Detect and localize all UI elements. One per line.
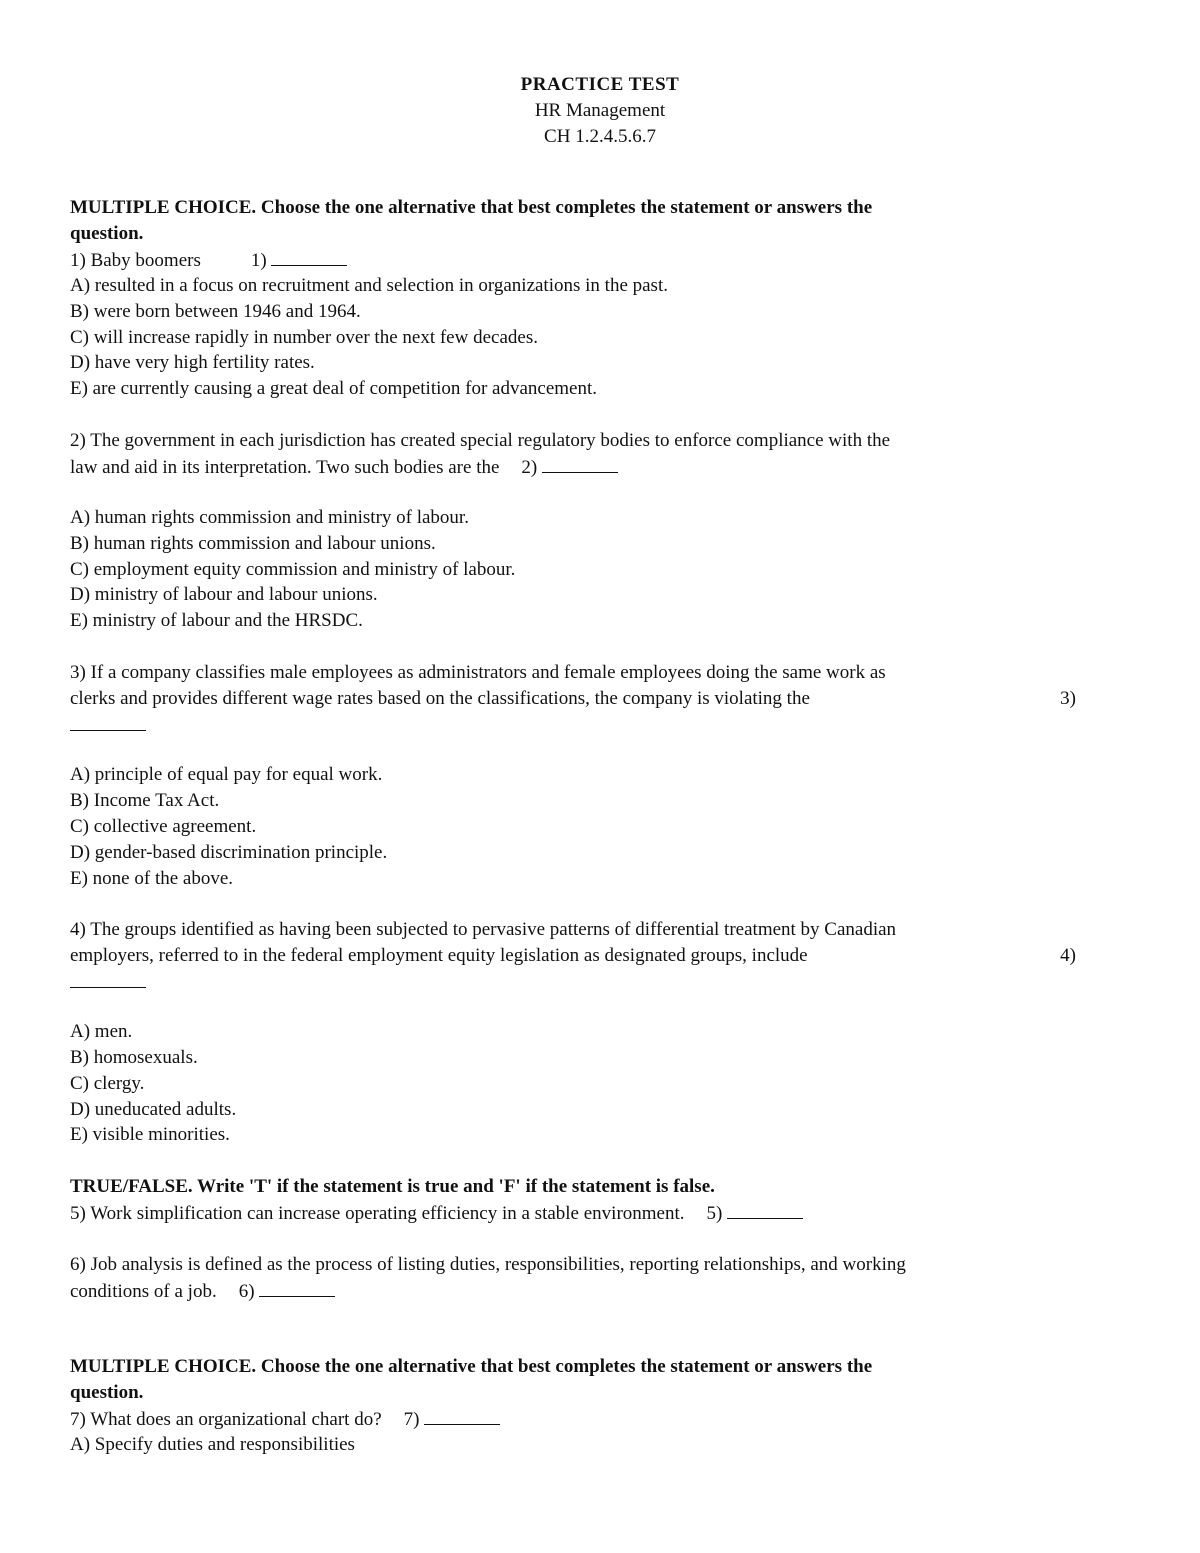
answer-blank[interactable] — [542, 454, 618, 473]
option-a: A) human rights commission and ministry of labour. — [70, 507, 469, 528]
option-c: C) collective agreement. — [70, 816, 257, 837]
answer-number: 6) — [238, 1281, 255, 1302]
mc-instruction: MULTIPLE CHOICE. Choose the one alternative that best completes the statement or answers the — [70, 197, 873, 218]
question-stem: 5) Work simplification can increase operating efficiency in a stable environment. — [70, 1203, 685, 1224]
question-3-cont: clerks and provides different wage rates based on the classifications, the company is violating the — [70, 688, 810, 709]
question-6-cont — [70, 1278, 335, 1305]
answer-blank[interactable] — [727, 1200, 803, 1219]
option-e: E) visible minorities. — [70, 1124, 230, 1145]
option-b: B) homosexuals. — [70, 1047, 198, 1068]
option-c: C) clergy. — [70, 1073, 145, 1094]
chapter-list: CH 1.2.4.5.6.7 — [544, 126, 656, 147]
option-c: C) employment equity commission and ministry of labour. — [70, 559, 516, 580]
question-7 — [70, 1406, 500, 1433]
question-stem: 7) What does an organizational chart do? — [70, 1409, 382, 1430]
mc-instruction: MULTIPLE CHOICE. Choose the one alternative that best completes the statement or answers the — [70, 1356, 873, 1377]
answer-blank[interactable] — [70, 969, 146, 988]
question-6: 6) Job analysis is defined as the process of listing duties, responsibilities, reporting relationships, and working — [70, 1254, 906, 1275]
answer-number: 1) — [250, 250, 267, 271]
option-b: B) human rights commission and labour unions. — [70, 533, 436, 554]
question-1 — [70, 247, 347, 274]
option-b: B) were born between 1946 and 1964. — [70, 301, 361, 322]
answer-blank[interactable] — [259, 1278, 335, 1297]
option-e: E) none of the above. — [70, 868, 234, 889]
question-4: 4) The groups identified as having been subjected to pervasive patterns of differential treatment by Canadian — [70, 919, 897, 940]
question-stem: conditions of a job. — [70, 1281, 217, 1302]
question-4-cont: employers, referred to in the federal employment equity legislation as designated groups, include — [70, 945, 808, 966]
tf-instruction: TRUE/FALSE. Write 'T' if the statement is true and 'F' if the statement is false. — [70, 1176, 715, 1197]
option-c: C) will increase rapidly in number over the next few decades. — [70, 327, 538, 348]
answer-number: 2) — [521, 457, 538, 478]
answer-blank[interactable] — [424, 1406, 500, 1425]
option-e: E) are currently causing a great deal of competition for advancement. — [70, 378, 598, 399]
answer-number: 3) — [1060, 688, 1076, 709]
option-d: D) have very high fertility rates. — [70, 352, 315, 373]
answer-line — [70, 969, 146, 996]
option-d: D) ministry of labour and labour unions. — [70, 584, 378, 605]
option-d: D) uneducated adults. — [70, 1099, 237, 1120]
mc-instruction-cont: question. — [70, 223, 144, 244]
answer-blank[interactable] — [70, 712, 146, 731]
answer-blank[interactable] — [271, 247, 347, 266]
question-5 — [70, 1200, 803, 1227]
option-a: A) men. — [70, 1021, 133, 1042]
mc-instruction-cont: question. — [70, 1382, 144, 1403]
option-b: B) Income Tax Act. — [70, 790, 220, 811]
option-e: E) ministry of labour and the HRSDC. — [70, 610, 363, 631]
question-stem: law and aid in its interpretation. Two such bodies are the — [70, 457, 500, 478]
option-d: D) gender-based discrimination principle. — [70, 842, 388, 863]
answer-line — [70, 712, 146, 739]
option-a: A) resulted in a focus on recruitment and selection in organizations in the past. — [70, 275, 668, 296]
answer-number: 5) — [706, 1203, 723, 1224]
question-2-cont — [70, 454, 618, 481]
question-3: 3) If a company classifies male employees as administrators and female employees doing the same work as — [70, 662, 886, 683]
option-a: A) principle of equal pay for equal work. — [70, 764, 383, 785]
answer-number: 7) — [403, 1409, 420, 1430]
page-subtitle: HR Management — [534, 100, 666, 121]
page-title: PRACTICE TEST — [520, 74, 680, 95]
question-stem: 1) Baby boomers — [70, 250, 201, 271]
question-2: 2) The government in each jurisdiction has created special regulatory bodies to enforce compliance with the — [70, 430, 891, 451]
answer-number: 4) — [1060, 945, 1076, 966]
option-a: A) Specify duties and responsibilities — [70, 1434, 355, 1455]
